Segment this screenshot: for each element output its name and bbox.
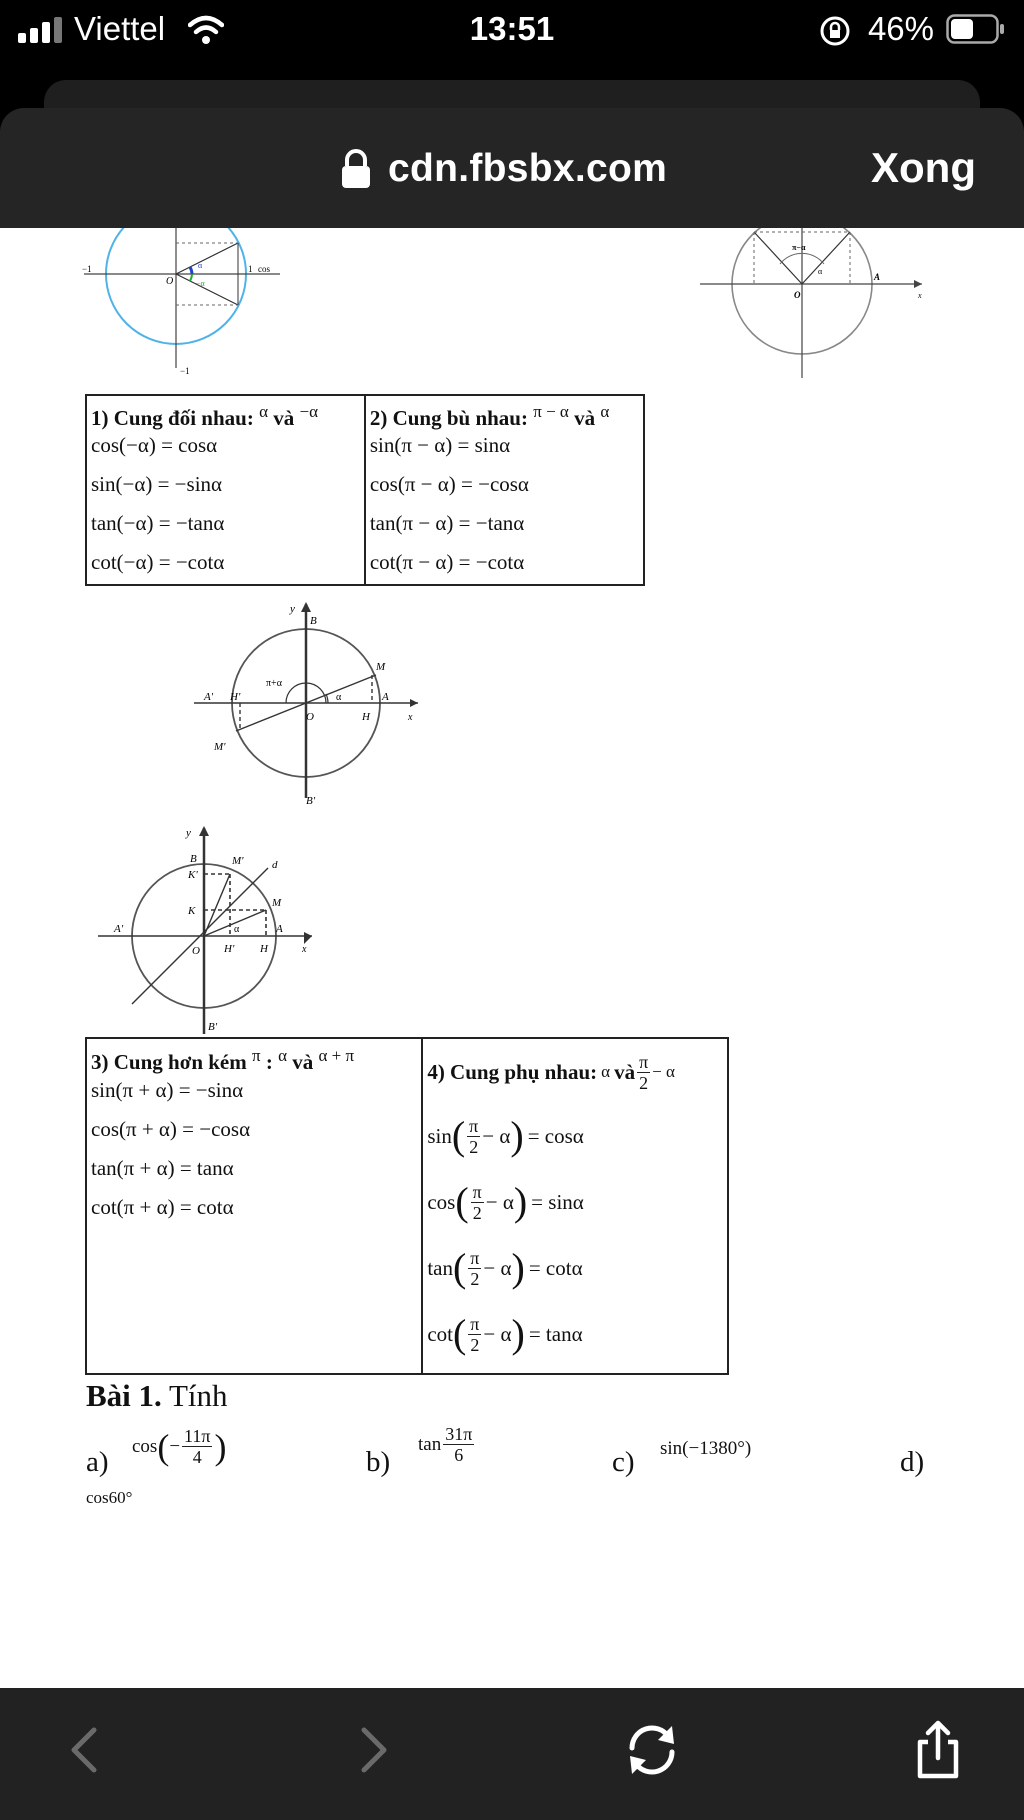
diagram-label: H [260,943,268,955]
diagram-label: cos [258,264,270,274]
exercise-title-bold: Bài 1. [86,1378,162,1413]
formula: cos(π + α) = −cosα [91,1117,251,1141]
formula: tan(−α) = −tanα [91,511,225,535]
fraction [468,1314,481,1355]
header-complementary: 4) Cung phụ nhau: [427,1059,598,1084]
diagram-label: O [794,290,801,300]
exercise-a-extra: cos60° [86,1488,133,1507]
header-colon: : [265,1050,273,1074]
formula: cot(−α) = −cotα [91,550,225,574]
battery-icon [946,14,1006,44]
frac-den: 2 [470,1334,480,1355]
frac-den: 2 [469,1136,479,1157]
url-bar[interactable] [340,144,667,194]
forward-icon[interactable] [340,1718,404,1782]
diagram-label: M [272,897,282,909]
battery-percent: 46% [867,10,934,47]
header-symbol: − α [652,1062,675,1081]
exercise-d-label: d) [900,1446,925,1478]
diagram-label: α [198,261,203,270]
status-bar [0,0,1024,62]
frac-den: 2 [472,1202,482,1223]
diagram-label: A' [204,691,214,703]
diagram-label: x [408,712,413,723]
clock: 13:51 [469,10,555,47]
cell-opposite-arcs [86,395,365,585]
unit-circle-complementary [96,824,326,1034]
diagram-label: x [302,944,307,955]
diagram-label: α [234,924,240,935]
diagram-label: y [290,603,295,615]
url-text: cdn.fbsbx.com [388,147,668,190]
fn-name: cot [427,1321,453,1346]
exercise-b-label: b) [366,1446,391,1478]
exercise-a-expr: cos ( − $\frac{11\pi}{4}$ ) [132,1426,227,1467]
exercise-c-label: c) [612,1446,635,1478]
fn-name: tan [427,1255,453,1280]
formula: tan(π − α) = −tanα [369,511,525,535]
diagram-label: −1 [180,366,190,376]
share-icon[interactable] [906,1718,970,1782]
diagram-label: d [272,859,278,871]
unit-circle-diagram-1 [80,228,300,388]
header-and: và [614,1059,636,1084]
fraction [637,1052,650,1093]
exercise-title-rest: Tính [169,1378,228,1413]
formula: cos(−α) = cosα [91,433,218,457]
diagram-label: B' [208,1021,218,1033]
header-and: và [292,1050,314,1074]
fn-name: cos [132,1435,158,1457]
header-and: và [273,406,295,430]
diagram-label: α [818,267,823,276]
exercise-title [86,1378,228,1414]
frac-den: 2 [639,1072,649,1093]
frac-den: 6 [454,1445,464,1465]
frac-num: π [639,1051,649,1072]
lock-icon [340,149,372,189]
diagram-label: α [336,692,342,703]
document-page [0,228,1024,1688]
frac-num: 31π [445,1424,473,1444]
formula: cot(π + α) = cotα [91,1195,234,1219]
diagram-label: M [376,661,386,673]
fraction [468,1248,481,1289]
cell-pi-difference [86,1038,422,1374]
diagram-label: B' [306,795,316,807]
frac-den: 4 [192,1447,202,1467]
diagram-label: O [166,276,174,287]
diagram-label: B [310,615,317,627]
formula: sin(π + α) = −sinα [91,1078,244,1102]
minus-alpha: − α [483,1321,512,1346]
table-pi-complementary [85,1037,729,1375]
exercise-c-expr: sin(−1380°) [660,1438,752,1459]
diagram-label: A [874,272,881,282]
formula: tan(π + α) = tanα [91,1156,234,1180]
result: = cosα [527,1123,584,1148]
reload-icon[interactable] [620,1718,684,1782]
diagram-label: H' [224,943,235,955]
minus-alpha: − α [483,1255,512,1280]
minus-alpha: − α [485,1189,514,1214]
header-symbol: α + π [318,1046,355,1065]
diagram-label: K' [188,869,198,881]
fraction [467,1116,480,1157]
fraction [443,1424,474,1465]
done-button[interactable]: Xong [871,144,976,191]
fn-name: sin [427,1123,452,1148]
formula: sin(π − α) = sinα [369,433,511,457]
header-symbol: α [278,1046,288,1065]
unit-circle-pi-plus-alpha [190,598,430,808]
header-pi-difference: 3) Cung hơn kém [91,1050,247,1074]
header-symbol: −α [299,402,318,421]
cell-complementary-arcs [422,1038,728,1374]
cell-supplementary-arcs [365,395,644,585]
browser-toolbar [0,1688,1024,1820]
browser-header [0,108,1024,228]
formula: cos(π − α) = −cosα [369,472,529,496]
formula: sin ( $\frac{\pi}{2}$ − α ) = cosα [427,1113,584,1158]
frac-num: π [469,1115,479,1136]
formula: cot(π − α) = −cotα [369,550,525,574]
header-opposite: 1) Cung đối nhau: [91,406,254,430]
fraction [471,1182,484,1223]
diagram-label: M' [214,741,226,753]
diagram-label: A' [114,923,124,935]
diagram-label: M' [232,855,244,867]
frac-num: π [472,1181,482,1202]
result: = sinα [531,1189,584,1214]
result: = cotα [528,1255,583,1280]
frac-den: 2 [470,1268,480,1289]
rotation-lock-icon [818,14,852,48]
diagram-label: π−α [792,243,806,252]
diagram-label: y [186,827,191,839]
diagram-label: H [362,711,370,723]
back-icon[interactable] [54,1718,118,1782]
header-symbol: π − α [533,402,569,421]
result: = tanα [528,1321,583,1346]
sign: − [169,1435,181,1457]
header-symbol: α [259,402,268,421]
unit-circle-diagram-2 [690,228,930,388]
table-opposite-supplementary [85,394,645,586]
header-symbol: π [252,1046,261,1065]
fn-name: tan [418,1433,442,1455]
header-supplementary: 2) Cung bù nhau: [369,406,528,430]
diagram-label: π+α [266,678,282,689]
formula: sin(−α) = −sinα [91,472,223,496]
diagram-label: K [188,905,196,917]
diagram-label: O [192,945,200,957]
diagram-label: 1 [248,264,253,274]
frac-num: π [470,1313,480,1334]
fraction [182,1426,212,1467]
diagram-label: −α [196,279,205,288]
exercise-b-expr [418,1424,476,1465]
diagram-label: H' [230,691,241,703]
diagram-label: B [190,853,197,865]
carrier-name: Viettel [74,10,166,47]
diagram-label: A [276,923,283,935]
diagram-label: x [918,291,922,300]
formula: tan ( $\frac{\pi}{2}$ − α ) = cotα [427,1245,583,1290]
formula: cos ( $\frac{\pi}{2}$ − α ) = sinα [427,1179,584,1224]
header-symbol: α [601,1062,611,1081]
minus-alpha: − α [482,1123,511,1148]
diagram-label: A [382,691,389,703]
frac-num: 11π [184,1426,211,1446]
header-and: và [574,406,596,430]
exercise-a-label: a) [86,1446,109,1478]
fn-name: cos [427,1189,456,1214]
header-symbol: α [600,402,610,421]
frac-num: π [470,1247,480,1268]
diagram-label: −1 [82,264,92,274]
formula: cot ( $\frac{\pi}{2}$ − α ) = tanα [427,1311,583,1356]
diagram-label: O [306,711,314,723]
